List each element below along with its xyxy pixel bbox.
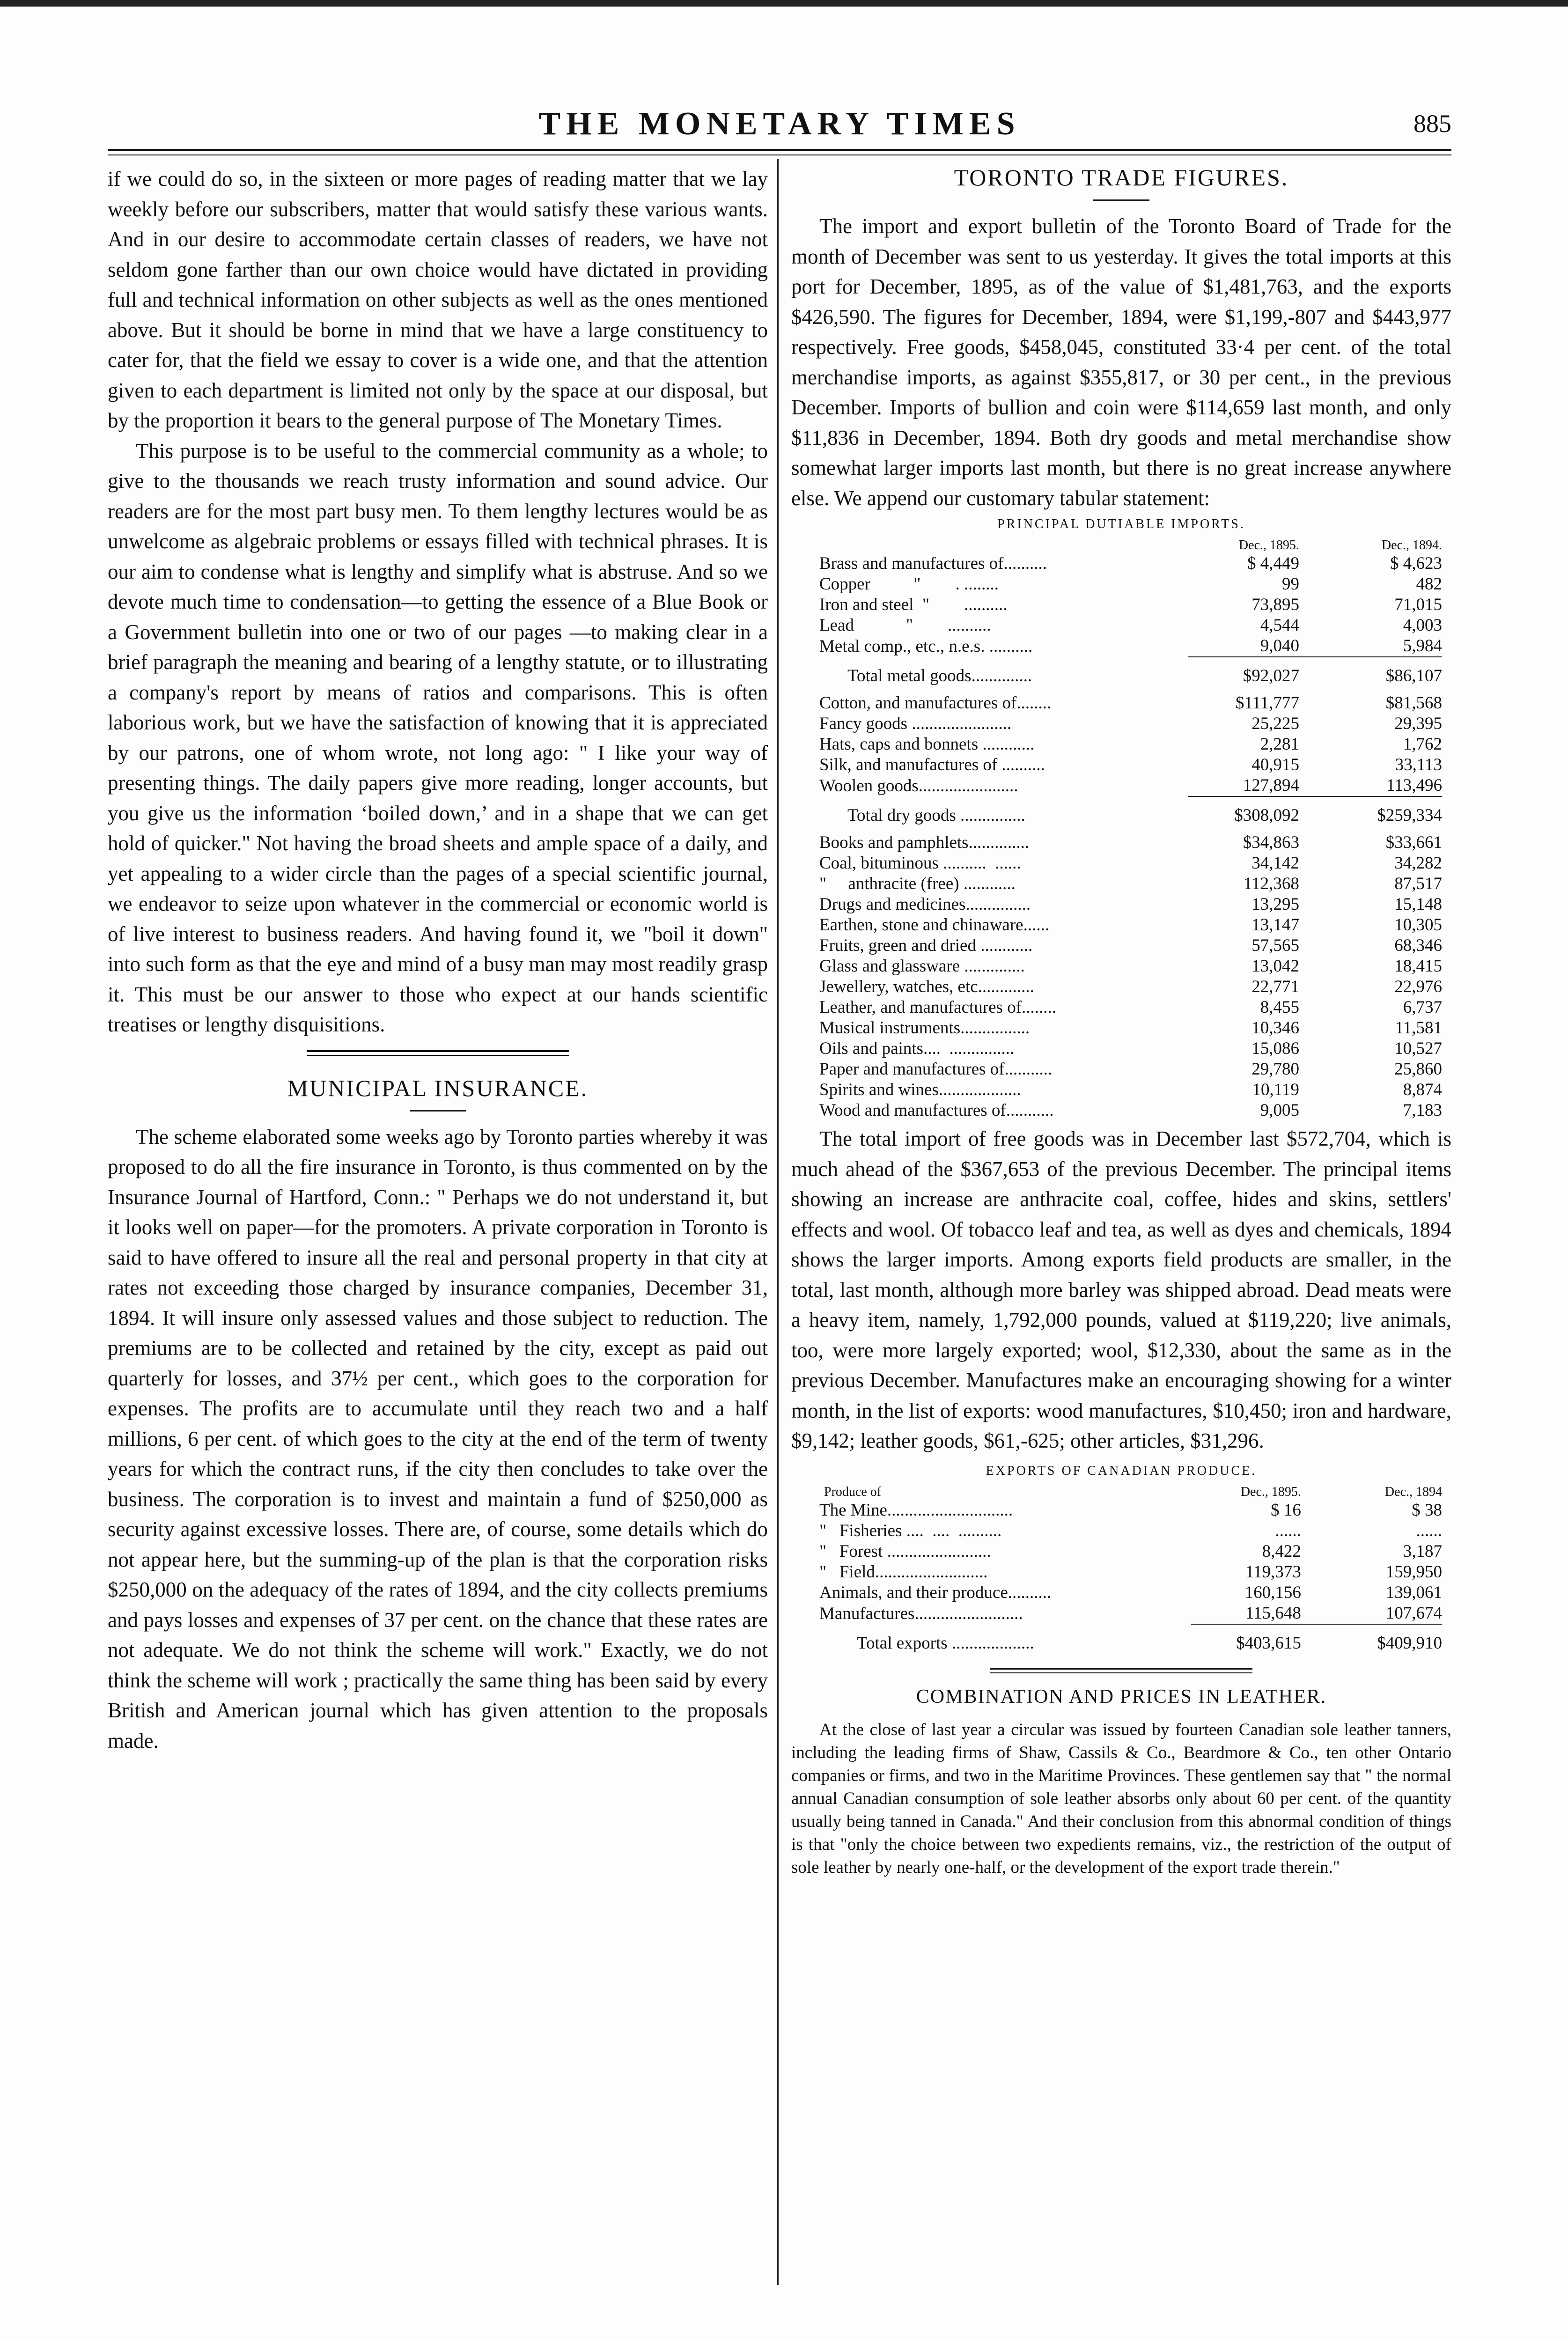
leather-paragraph: At the close of last year a circular was issued by fourteen Canadian sole leather tanners, including the leading firms of Shaw, Cassils & Co., Beardmore & Co., ten other Ontario companies or firms, and two in the Maritime Provinces. These gentlemen say that " the normal annual Canadian consumption of sole leather absorbs only about 60 per cent. of the quantity usually being tanned in Canada." And their conclusion from this abnormal condition of things is that "only the choice between two expedients remains, viz., the restriction of the output of sole leather by nearly one-half, or the development of the export trade therein." [791, 1720, 1451, 1877]
left-column [108, 164, 768, 1756]
table-row [819, 775, 1442, 796]
row-value: $ 16 [1271, 1500, 1301, 1520]
row-value: $92,027 [1188, 657, 1318, 693]
row-label: Silk, and manufactures of .......... [819, 755, 1045, 774]
row-value: 13,147 [1251, 915, 1299, 935]
row-value: 25,225 [1251, 714, 1299, 733]
row-value: 119,373 [1245, 1562, 1301, 1582]
row-value: 34,142 [1251, 854, 1299, 873]
row-value: $33,661 [1385, 833, 1442, 852]
table-row [819, 935, 1442, 956]
row-value: 2,281 [1260, 735, 1299, 754]
row-label: Drugs and medicines............... [819, 895, 1031, 914]
row-value: $403,615 [1191, 1624, 1320, 1660]
column-header: Dec., 1894. [1381, 538, 1442, 552]
row-label: " Field.......................... [819, 1562, 988, 1582]
table-row [819, 977, 1442, 997]
row-value: 139,061 [1385, 1583, 1442, 1602]
row-value: 18,415 [1394, 957, 1442, 976]
row-value: 127,894 [1243, 776, 1299, 795]
row-value: 7,183 [1403, 1101, 1442, 1120]
table-row [819, 894, 1442, 915]
row-value: $81,568 [1385, 693, 1442, 713]
row-label: Paper and manufactures of........... [819, 1060, 1053, 1079]
top-border [0, 0, 1568, 7]
journal-title: THE MONETARY TIMES [538, 106, 1021, 142]
row-value: 5,984 [1403, 636, 1442, 655]
row-label: Hats, caps and bonnets ............ [819, 735, 1035, 754]
column-header: Dec., 1894 [1384, 1484, 1442, 1499]
row-value: $86,107 [1318, 657, 1442, 693]
row-value: 112,368 [1244, 874, 1299, 893]
row-label: Musical instruments................ [819, 1018, 1030, 1038]
imports-table [819, 537, 1442, 1121]
exports-caption: EXPORTS OF CANADIAN PRODUCE. [986, 1463, 1257, 1478]
row-label: Wood and manufactures of........... [819, 1101, 1054, 1120]
municipal-heading: MUNICIPAL INSURANCE. [287, 1075, 589, 1101]
table-row [819, 1521, 1442, 1541]
page-number: 885 [1413, 110, 1451, 138]
row-value: 10,305 [1394, 915, 1442, 935]
row-label: Jewellery, watches, etc............. [819, 977, 1034, 996]
row-label: Animals, and their produce.......... [819, 1583, 1052, 1602]
table-header-row [819, 1484, 1442, 1500]
row-label: Total metal goods.............. [847, 666, 1032, 685]
row-value: 22,976 [1394, 977, 1442, 996]
row-label: Earthen, stone and chinaware...... [819, 915, 1050, 935]
column-header: Dec., 1895. [1238, 538, 1299, 552]
row-label: Iron and steel " .......... [819, 595, 1008, 614]
row-value: 160,156 [1244, 1583, 1301, 1602]
row-label: Oils and paints.... ............... [819, 1039, 1015, 1058]
row-value: ...... [1416, 1521, 1442, 1540]
table-row [819, 1018, 1442, 1038]
row-value: $ 4,623 [1390, 554, 1442, 573]
row-value: 13,042 [1251, 957, 1299, 976]
table-row [819, 1080, 1442, 1100]
row-label: Lead " .......... [819, 616, 991, 635]
row-label: Total dry goods ............... [847, 806, 1025, 825]
table-row [819, 956, 1442, 977]
row-label: Glass and glassware .............. [819, 957, 1025, 976]
section-divider [990, 1668, 1252, 1673]
row-value: 29,780 [1251, 1060, 1299, 1079]
table-row [819, 1059, 1442, 1080]
row-value: 68,346 [1394, 936, 1442, 955]
row-value: 73,895 [1251, 595, 1299, 614]
trade-paragraph: The import and export bulletin of the Toronto Board of Trade for the month of December was sent to us yesterday. It gives the total imports at this port for December, 1895, as of the value of $1,481,763, and the exports $426,590. The figures for December, 1894, were $1,199,-807 and $443,977 respectively. Free goods, $458,045, constituted 33·4 per cent. of the total merchandise imports, as against $355,817, or 30 per cent., in the previous December. Imports of bullion and coin were $114,659 last month, and only $11,836 in December, 1894. Both dry goods and metal merchandise show somewhat larger imports last month, but there is no great increase anywhere else. We append our customary tabular statement: [791, 214, 1451, 510]
row-value: $409,910 [1320, 1624, 1442, 1660]
table-row [819, 915, 1442, 935]
row-value: 3,187 [1403, 1541, 1442, 1561]
row-value: 25,860 [1394, 1060, 1442, 1079]
section-divider [307, 1050, 569, 1056]
article-paragraph: if we could do so, in the sixteen or more pages of reading matter that we lay weekly before our subscribers, matter that would satisfy these various wants. And in our desire to accommodate certain classes of readers, we have not seldom gone farther than our own choice would have dictated in providing full and technical information on other subjects as well as the ones mentioned above. But it should be borne in mind that we have a large constituency to cater for, that the field we essay to cover is a wide one, and that the attention given to each department is limited not only by the space at our disposal, but by the proportion it bears to the general purpose of The Monetary Times. [108, 167, 768, 432]
row-value: 1,762 [1403, 735, 1442, 754]
row-label: Brass and manufactures of.......... [819, 554, 1047, 573]
row-label: The Mine............................. [819, 1500, 1013, 1520]
page-header [108, 105, 1451, 143]
table-row [819, 997, 1442, 1018]
table-row [819, 1038, 1442, 1059]
row-value: $111,777 [1235, 693, 1299, 713]
table-row [819, 874, 1442, 894]
row-value: 13,295 [1251, 895, 1299, 914]
header-rule [108, 149, 1451, 151]
table-row [819, 574, 1442, 595]
table-row [819, 1562, 1442, 1583]
row-value: 71,015 [1394, 595, 1442, 614]
row-label: Coal, bituminous .......... ...... [819, 854, 1021, 873]
row-value: 40,915 [1251, 755, 1299, 774]
row-value: 113,496 [1386, 776, 1442, 795]
heading-rule [410, 1110, 466, 1112]
heading-rule [1093, 199, 1149, 201]
row-label: Cotton, and manufactures of........ [819, 693, 1052, 713]
table-row [819, 1603, 1442, 1624]
row-value: 115,648 [1245, 1603, 1301, 1623]
column-header: Dec., 1895. [1240, 1484, 1301, 1499]
table-header-row [819, 537, 1442, 553]
row-value: 10,119 [1252, 1080, 1299, 1099]
row-label: Manufactures......................... [819, 1604, 1023, 1623]
row-value: 159,950 [1385, 1562, 1442, 1582]
row-label: Total exports ................... [857, 1633, 1034, 1653]
row-value: 34,282 [1394, 854, 1442, 873]
table-row [819, 1100, 1442, 1121]
row-value: 22,771 [1251, 977, 1299, 996]
trade-paragraph: The total import of free goods was in December last $572,704, which is much ahead of the $367,653 of the previous December. The principal items showing an increase are anthracite coal, coffee, hides and skins, settlers' effects and wool. Of tobacco leaf and tea, as well as dyes and chemicals, 1894 shows the larger imports. Among exports field products are smaller, in the total, last month, although more barley was shipped abroad. Dead meats were a heavy item, namely, 1,792,000 pounds, valued at $119,220; live animals, too, were more largely exported; wool, $12,330, about the same as in the previous December. Manufactures make an encouraging showing for a winter month, in the list of exports: wood manufactures, $10,450; iron and hardware, $9,142; leather goods, $61,-625; other articles, $31,296. [791, 1127, 1451, 1452]
table-row [819, 615, 1442, 636]
row-label: Leather, and manufactures of........ [819, 998, 1057, 1017]
row-value: 482 [1416, 574, 1442, 594]
table-row [819, 657, 1442, 693]
row-value: $308,092 [1188, 796, 1318, 832]
row-label: " anthracite (free) ............ [819, 874, 1016, 893]
article-paragraph: This purpose is to be useful to the commercial community as a whole; to give to the thousands we reach trusty information and sound advice. Our readers are for the most part busy men. To them lengthy lectures would be as unwelcome as algebraic problems or essays filled with technical phrases. It is our aim to condense what is lengthy and simplify what is abstruse. And so we devote much time to condensation—to getting the essence of a Blue Book or a Government bulletin into one or two of our pages —to making clear in a brief paragraph the meaning and bearing of a lengthy statute, or to illustrating a company's report by means of ratios and comparisons. This is often laborious work, but we have the satisfaction of knowing that it is appreciated by our patrons, one of whom wrote, not long ago: " I like your way of presenting things. The daily papers give more reading, longer accounts, but you give us the information ‘boiled down,’ and in a shape that we can get hold of quicker." Not having the broad sheets and ample space of a daily, and yet appealing to a wider circle than the pages of a special scientific journal, we endeavor to seize upon whatever in the commercial or economic world is of live interest to business readers. And having found it, we "boil it down" into such form as that the eye and mind of a busy man may most readily grasp it. This must be our answer to those who expect at our hands scientific treatises or lengthy disquisitions. [108, 439, 768, 1036]
row-value: ...... [1275, 1521, 1301, 1540]
table-row [819, 1500, 1442, 1521]
table-row [819, 1541, 1442, 1562]
row-value: 10,346 [1251, 1018, 1299, 1038]
row-value: 8,455 [1260, 998, 1299, 1017]
row-label: Copper " . ........ [819, 574, 999, 594]
imports-caption: PRINCIPAL DUTIABLE IMPORTS. [997, 517, 1245, 531]
table-row [819, 853, 1442, 874]
row-value: 4,003 [1403, 616, 1442, 635]
row-label: " Forest ........................ [819, 1541, 991, 1561]
row-value: $259,334 [1318, 796, 1442, 832]
row-label: Metal comp., etc., n.e.s. .......... [819, 637, 1033, 656]
row-value: $34,863 [1243, 833, 1299, 852]
row-value: 29,395 [1394, 714, 1442, 733]
row-value: 15,086 [1251, 1039, 1299, 1058]
row-value: 87,517 [1394, 874, 1442, 893]
row-value: 57,565 [1251, 936, 1299, 955]
row-value: 4,544 [1260, 616, 1299, 635]
row-label: Woolen goods....................... [819, 776, 1018, 795]
table-row [819, 1624, 1442, 1660]
municipal-paragraph: The scheme elaborated some weeks ago by Toronto parties whereby it was proposed to do all the fire insurance in Toronto, is thus commented on by the Insurance Journal of Hartford, Conn.: " Perhaps we do not understand it, but it looks well on paper—for the promoters. A private corporation in Toronto is said to have offered to insure all the real and personal property in that city at rates not exceeding those charged by insurance companies, December 31, 1894. It will insure only assessed values and those subject to reduction. The premiums are to be collected and retained by the city, except as paid out quarterly for losses, and 37½ per cent., which goes to the corporation for expenses. The profits are to accumulate until they reach two and a half millions, 6 per cent. of which goes to the city at the end of the term of twenty years for which the contract runs, if the city then concludes to take over the business. The corporation is to invest and maintain a fund of $250,000 as security against excessive losses. There are, of course, some details which do not appear here, but the summing-up of the plan is that the corporation risks $250,000 on the adequacy of the rates of 1894, and the city collects premiums and pays losses and expenses of 37 per cent. on the chance that these rates are not adequate. We do not think the scheme will work." Exactly, we do not think the scheme will work ; practically the same thing has been said by every British and American journal which has given attention to the proposals made. [108, 1125, 768, 1752]
row-value: 11,581 [1395, 1018, 1442, 1038]
table-row [819, 714, 1442, 734]
trade-heading: TORONTO TRADE FIGURES. [954, 164, 1289, 191]
table-row [819, 595, 1442, 615]
row-value: 33,113 [1395, 755, 1442, 774]
row-label: " Fisheries .... .... .......... [819, 1521, 1002, 1540]
row-value: 9,040 [1260, 636, 1299, 655]
table-row [819, 796, 1442, 832]
row-label: Fruits, green and dried ............ [819, 936, 1033, 955]
row-label: Books and pamphlets.............. [819, 833, 1030, 852]
row-header: Produce of [824, 1484, 882, 1499]
row-value: 107,674 [1385, 1603, 1442, 1623]
row-value: 8,874 [1403, 1080, 1442, 1099]
leather-heading: COMBINATION AND PRICES IN LEATHER. [916, 1686, 1327, 1708]
exports-table [819, 1484, 1442, 1660]
row-value: 9,005 [1260, 1101, 1299, 1120]
table-row [819, 832, 1442, 853]
row-value: $ 4,449 [1247, 554, 1299, 573]
right-column [791, 164, 1451, 1879]
column-divider [777, 159, 779, 2285]
table-row [819, 734, 1442, 755]
row-value: 15,148 [1394, 895, 1442, 914]
table-row [819, 755, 1442, 775]
table-row [819, 553, 1442, 574]
row-value: $ 38 [1412, 1500, 1442, 1520]
row-value: 99 [1281, 574, 1299, 594]
table-row [819, 636, 1442, 657]
table-row [819, 693, 1442, 714]
table-row [819, 1583, 1442, 1603]
row-value: 8,422 [1262, 1541, 1301, 1561]
row-label: Fancy goods ....................... [819, 714, 1012, 733]
row-label: Spirits and wines................... [819, 1080, 1021, 1099]
row-value: 10,527 [1394, 1039, 1442, 1058]
row-value: 6,737 [1403, 998, 1442, 1017]
